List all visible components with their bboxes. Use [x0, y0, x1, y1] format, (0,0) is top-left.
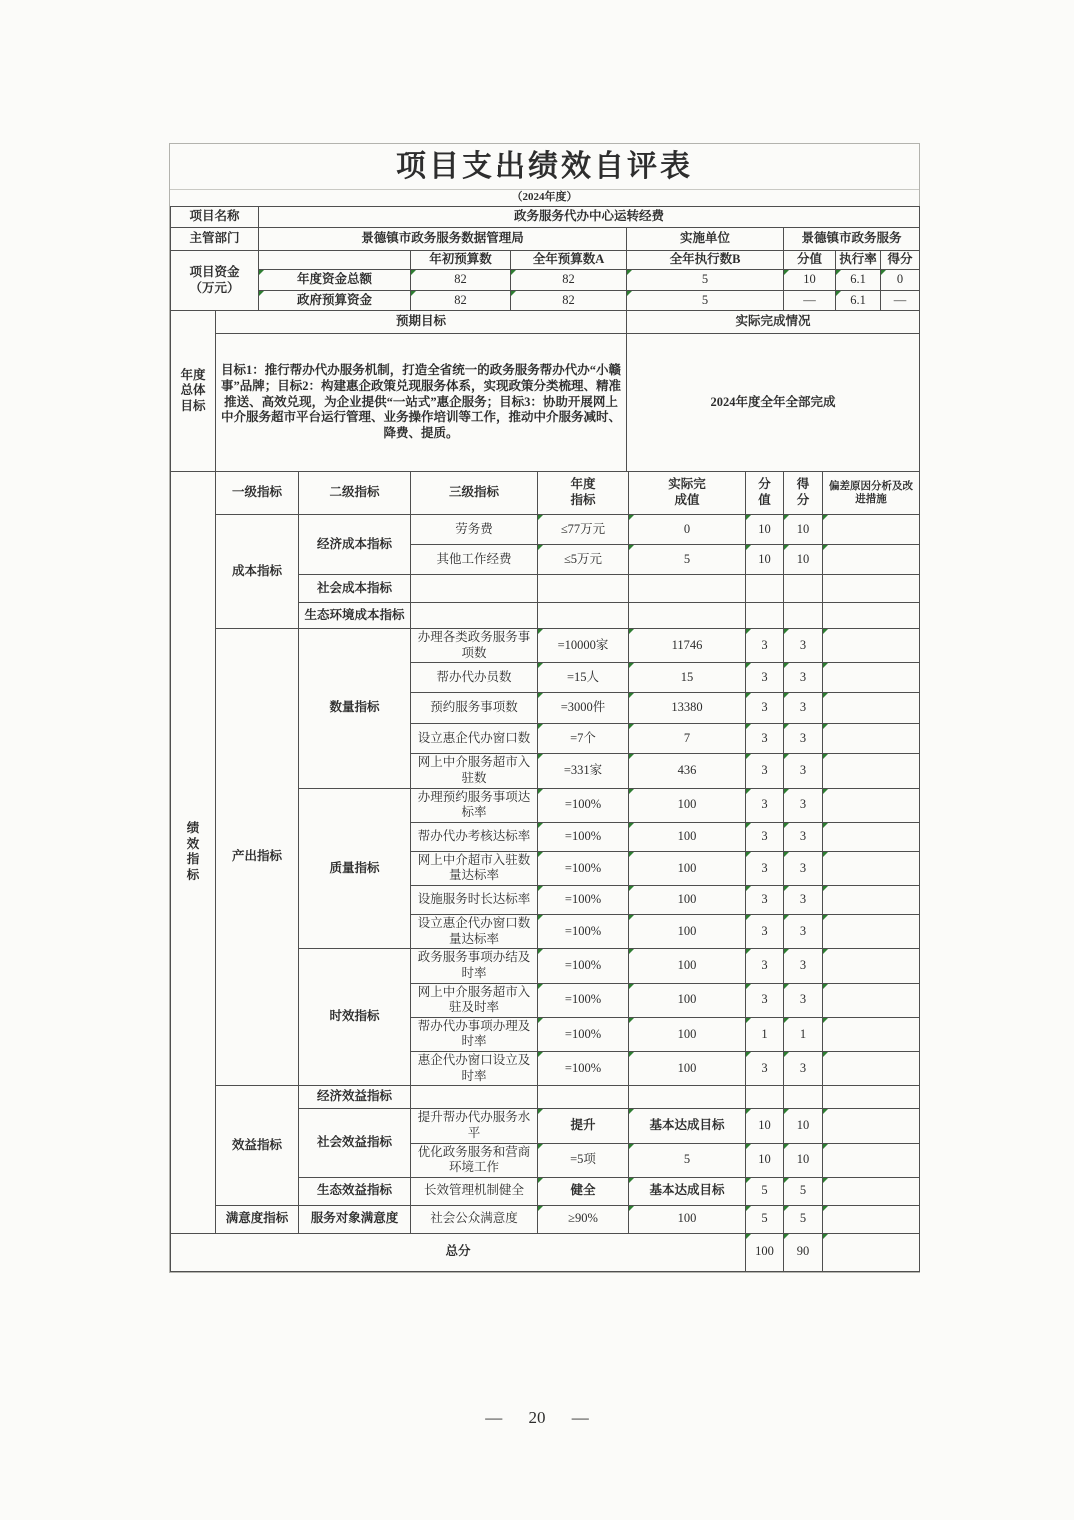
weight-cell: 10 — [746, 1143, 784, 1177]
funds-row-label: 政府预算资金 — [259, 291, 411, 311]
funds-score-value: 0 — [881, 270, 920, 291]
target-cell: ≤5万元 — [538, 545, 629, 575]
cell-empty — [629, 603, 746, 629]
funds-rate-value: 6.1 — [836, 291, 881, 311]
deviation-cell — [823, 1233, 920, 1271]
level2-economic-cost: 经济成本指标 — [299, 515, 411, 575]
cell-empty — [629, 575, 746, 603]
weight-cell: 10 — [746, 1109, 784, 1143]
funds-label-text: 项目资金（万元） — [189, 264, 240, 295]
l3-cell: 帮办代办员数 — [411, 663, 538, 693]
weight-cell: 5 — [746, 1177, 784, 1205]
score-cell: 3 — [784, 1052, 823, 1086]
score-cell: 10 — [784, 1109, 823, 1143]
weight-cell: 3 — [746, 629, 784, 663]
score-cell: 3 — [784, 915, 823, 949]
target-cell: =100% — [538, 915, 629, 949]
cell-empty — [746, 575, 784, 603]
weight-cell: 3 — [746, 724, 784, 754]
target-cell: ≤77万元 — [538, 515, 629, 545]
actual-cell: 100 — [629, 915, 746, 949]
level1-output: 产出指标 — [216, 629, 299, 1086]
cell-empty — [784, 575, 823, 603]
funds-executed-value: 5 — [627, 291, 784, 311]
deviation-cell — [823, 822, 920, 851]
deviation-cell — [823, 949, 920, 983]
target-cell: =100% — [538, 851, 629, 885]
target-cell: =10000家 — [538, 629, 629, 663]
weight-cell: 3 — [746, 886, 784, 915]
header-score: 得分 — [784, 472, 823, 515]
level2-satisfaction: 服务对象满意度 — [299, 1205, 411, 1233]
level2-social-cost: 社会成本指标 — [299, 575, 411, 603]
performance-side-text: 绩效指标 — [186, 821, 200, 882]
funds-header-score: 得分 — [881, 251, 920, 270]
deviation-cell — [823, 983, 920, 1017]
page-subtitle: （2024年度） — [511, 191, 578, 203]
l3-cell: 其他工作经费 — [411, 545, 538, 575]
deviation-cell — [823, 754, 920, 788]
weight-cell: 3 — [746, 983, 784, 1017]
weight-cell: 3 — [746, 851, 784, 885]
cell-empty — [538, 575, 629, 603]
cell-empty — [538, 1086, 629, 1109]
funds-header-initial: 年初预算数 — [411, 251, 511, 270]
performance-side-label — [171, 472, 216, 1234]
target-cell: =100% — [538, 983, 629, 1017]
funds-header-rate: 执行率 — [836, 251, 881, 270]
weight-cell: 3 — [746, 949, 784, 983]
self-evaluation-sheet — [169, 143, 920, 1273]
target-cell: =100% — [538, 1052, 629, 1086]
header-level3: 三级指标 — [411, 472, 538, 515]
deviation-cell — [823, 788, 920, 822]
level1-benefit: 效益指标 — [216, 1086, 299, 1206]
score-cell: 3 — [784, 851, 823, 885]
expected-goal-header: 预期目标 — [216, 311, 627, 334]
level1-cost: 成本指标 — [216, 515, 299, 629]
funds-header-annual: 全年预算数A — [511, 251, 627, 270]
l3-cell: 网上中介超市入驻数量达标率 — [411, 851, 538, 885]
cell-empty — [823, 603, 920, 629]
actual-cell: 100 — [629, 1017, 746, 1051]
cell-empty — [746, 603, 784, 629]
deviation-cell — [823, 1109, 920, 1143]
score-cell: 3 — [784, 724, 823, 754]
funds-rate-value: 6.1 — [836, 270, 881, 291]
project-info-table — [170, 206, 920, 472]
funds-header-executed: 全年执行数B — [627, 251, 784, 270]
level2-timeliness: 时效指标 — [299, 949, 411, 1086]
actual-cell: 11746 — [629, 629, 746, 663]
weight-cell: 5 — [746, 1205, 784, 1233]
deviation-cell — [823, 515, 920, 545]
score-cell: 10 — [784, 545, 823, 575]
target-cell: =100% — [538, 949, 629, 983]
actual-cell: 100 — [629, 822, 746, 851]
funds-annual-value: 82 — [511, 270, 627, 291]
score-cell: 3 — [784, 693, 823, 724]
actual-cell: 15 — [629, 663, 746, 693]
actual-cell: 100 — [629, 886, 746, 915]
dept-value: 景德镇市政务服务数据管理局 — [259, 228, 627, 251]
deviation-cell — [823, 724, 920, 754]
deviation-cell — [823, 851, 920, 885]
score-cell: 3 — [784, 822, 823, 851]
total-weight: 100 — [746, 1233, 784, 1271]
header-level2: 二级指标 — [299, 472, 411, 515]
header-level1: 一级指标 — [216, 472, 299, 515]
impl-unit-label: 实施单位 — [627, 228, 784, 251]
weight-cell: 3 — [746, 663, 784, 693]
score-cell: 5 — [784, 1205, 823, 1233]
deviation-cell — [823, 915, 920, 949]
page-number: — 20 — — [485, 1408, 589, 1427]
weight-cell: 1 — [746, 1017, 784, 1051]
cell-empty — [629, 1086, 746, 1109]
level2-eco-benefit: 生态效益指标 — [299, 1177, 411, 1205]
total-label: 总分 — [171, 1233, 746, 1271]
l3-cell: 办理各类政务服务事项数 — [411, 629, 538, 663]
l3-cell: 办理预约服务事项达标率 — [411, 788, 538, 822]
weight-cell: 10 — [746, 545, 784, 575]
weight-cell: 3 — [746, 754, 784, 788]
target-cell: 健全 — [538, 1177, 629, 1205]
score-cell: 5 — [784, 1177, 823, 1205]
score-cell: 3 — [784, 788, 823, 822]
score-cell: 1 — [784, 1017, 823, 1051]
l3-cell: 社会公众满意度 — [411, 1205, 538, 1233]
score-cell: 3 — [784, 983, 823, 1017]
project-name-label: 项目名称 — [171, 207, 259, 228]
l3-cell: 优化政务服务和营商环境工作 — [411, 1143, 538, 1177]
total-score: 90 — [784, 1233, 823, 1271]
target-cell: =15人 — [538, 663, 629, 693]
actual-cell: 100 — [629, 949, 746, 983]
level2-social-benefit: 社会效益指标 — [299, 1109, 411, 1178]
project-name-value: 政务服务代办中心运转经费 — [259, 207, 920, 228]
weight-cell: 3 — [746, 693, 784, 724]
target-cell: =100% — [538, 886, 629, 915]
l3-cell: 劳务费 — [411, 515, 538, 545]
target-cell: ≥90% — [538, 1205, 629, 1233]
funds-initial-value: 82 — [411, 270, 511, 291]
impl-unit-value: 景德镇市政务服务 — [784, 228, 920, 251]
weight-cell: 3 — [746, 788, 784, 822]
cell-empty — [411, 575, 538, 603]
header-annual-target: 年度指标 — [538, 472, 629, 515]
actual-cell: 0 — [629, 515, 746, 545]
funds-score-value: — — [881, 291, 920, 311]
score-cell: 10 — [784, 515, 823, 545]
weight-cell: 10 — [746, 515, 784, 545]
actual-cell: 5 — [629, 1143, 746, 1177]
deviation-cell — [823, 1017, 920, 1051]
actual-cell: 基本达成目标 — [629, 1177, 746, 1205]
l3-cell: 设立惠企代办窗口数量达标率 — [411, 915, 538, 949]
cell-empty — [538, 603, 629, 629]
actual-cell: 基本达成目标 — [629, 1109, 746, 1143]
deviation-cell — [823, 693, 920, 724]
level2-economic-benefit: 经济效益指标 — [299, 1086, 411, 1109]
funds-weight-value: 10 — [784, 270, 836, 291]
l3-cell: 长效管理机制健全 — [411, 1177, 538, 1205]
cell-empty — [823, 1086, 920, 1109]
level2-quantity: 数量指标 — [299, 629, 411, 789]
target-cell: 提升 — [538, 1109, 629, 1143]
actual-cell: 13380 — [629, 693, 746, 724]
score-cell: 3 — [784, 886, 823, 915]
l3-cell: 设立惠企代办窗口数 — [411, 724, 538, 754]
funds-annual-value: 82 — [511, 291, 627, 311]
weight-cell: 3 — [746, 822, 784, 851]
cell-empty — [411, 1086, 538, 1109]
level2-eco-cost: 生态环境成本指标 — [299, 603, 411, 629]
deviation-cell — [823, 1052, 920, 1086]
actual-cell: 436 — [629, 754, 746, 788]
cell-empty — [746, 1086, 784, 1109]
l3-cell: 帮办代办事项办理及时率 — [411, 1017, 538, 1051]
deviation-cell — [823, 886, 920, 915]
actual-completion-text: 2024年度全年全部完成 — [627, 334, 920, 472]
target-cell: =100% — [538, 822, 629, 851]
cell-empty — [823, 575, 920, 603]
deviation-cell — [823, 1177, 920, 1205]
actual-cell: 100 — [629, 1205, 746, 1233]
actual-cell: 100 — [629, 1052, 746, 1086]
l3-cell: 网上中介服务超市入驻及时率 — [411, 983, 538, 1017]
annual-goal-side-text: 年度总体目标 — [180, 367, 206, 413]
deviation-cell — [823, 545, 920, 575]
weight-cell: 3 — [746, 915, 784, 949]
actual-cell: 5 — [629, 545, 746, 575]
dept-label: 主管部门 — [171, 228, 259, 251]
score-cell: 3 — [784, 663, 823, 693]
score-cell: 3 — [784, 629, 823, 663]
actual-cell: 100 — [629, 983, 746, 1017]
actual-cell: 7 — [629, 724, 746, 754]
actual-cell: 100 — [629, 788, 746, 822]
annual-goal-side-label — [171, 311, 216, 472]
deviation-cell — [823, 1143, 920, 1177]
deviation-cell — [823, 663, 920, 693]
target-cell: =331家 — [538, 754, 629, 788]
cell-empty — [784, 603, 823, 629]
l3-cell: 网上中介服务超市入驻数 — [411, 754, 538, 788]
score-cell: 3 — [784, 754, 823, 788]
funds-initial-value: 82 — [411, 291, 511, 311]
funds-row-label: 年度资金总额 — [259, 270, 411, 291]
cell-empty — [784, 1086, 823, 1109]
score-cell: 10 — [784, 1143, 823, 1177]
funds-header-weight: 分值 — [784, 251, 836, 270]
l3-cell: 惠企代办窗口设立及时率 — [411, 1052, 538, 1086]
page-title: 项目支出绩效自评表 — [170, 144, 919, 190]
deviation-cell — [823, 629, 920, 663]
funds-executed-value: 5 — [627, 270, 784, 291]
cell-empty — [259, 251, 411, 270]
deviation-cell — [823, 1205, 920, 1233]
funds-label — [171, 251, 259, 311]
header-weight: 分值 — [746, 472, 784, 515]
l3-cell: 设施服务时长达标率 — [411, 886, 538, 915]
actual-cell: 100 — [629, 851, 746, 885]
target-cell: =7个 — [538, 724, 629, 754]
actual-completion-header: 实际完成情况 — [627, 311, 920, 334]
target-cell: =100% — [538, 788, 629, 822]
score-cell: 3 — [784, 949, 823, 983]
indicators-table — [170, 471, 920, 1272]
weight-cell: 3 — [746, 1052, 784, 1086]
funds-weight-value: — — [784, 291, 836, 311]
header-actual-value: 实际完成值 — [629, 472, 746, 515]
level2-quality: 质量指标 — [299, 788, 411, 949]
target-cell: =5项 — [538, 1143, 629, 1177]
target-cell: =100% — [538, 1017, 629, 1051]
cell-empty — [411, 603, 538, 629]
level1-satisfaction: 满意度指标 — [216, 1205, 299, 1233]
expected-goal-text: 目标1：推行帮办代办服务机制，打造全省统一的政务服务帮办代办“小赣事”品牌；目标2：构建惠企政策兑现服务体系，实现政策分类梳理、精准推送、高效兑现，为企业提供“一站式”惠企服务；目标3：协助开展网上中介服务超市平台运行管理、业务操作培训等工作，推动中介服务减时、降费、提质。 — [216, 334, 627, 472]
l3-cell: 预约服务事项数 — [411, 693, 538, 724]
l3-cell: 提升帮办代办服务水平 — [411, 1109, 538, 1143]
l3-cell: 政务服务事项办结及时率 — [411, 949, 538, 983]
target-cell: =3000件 — [538, 693, 629, 724]
header-deviation: 偏差原因分析及改进措施 — [823, 472, 920, 515]
l3-cell: 帮办代办考核达标率 — [411, 822, 538, 851]
